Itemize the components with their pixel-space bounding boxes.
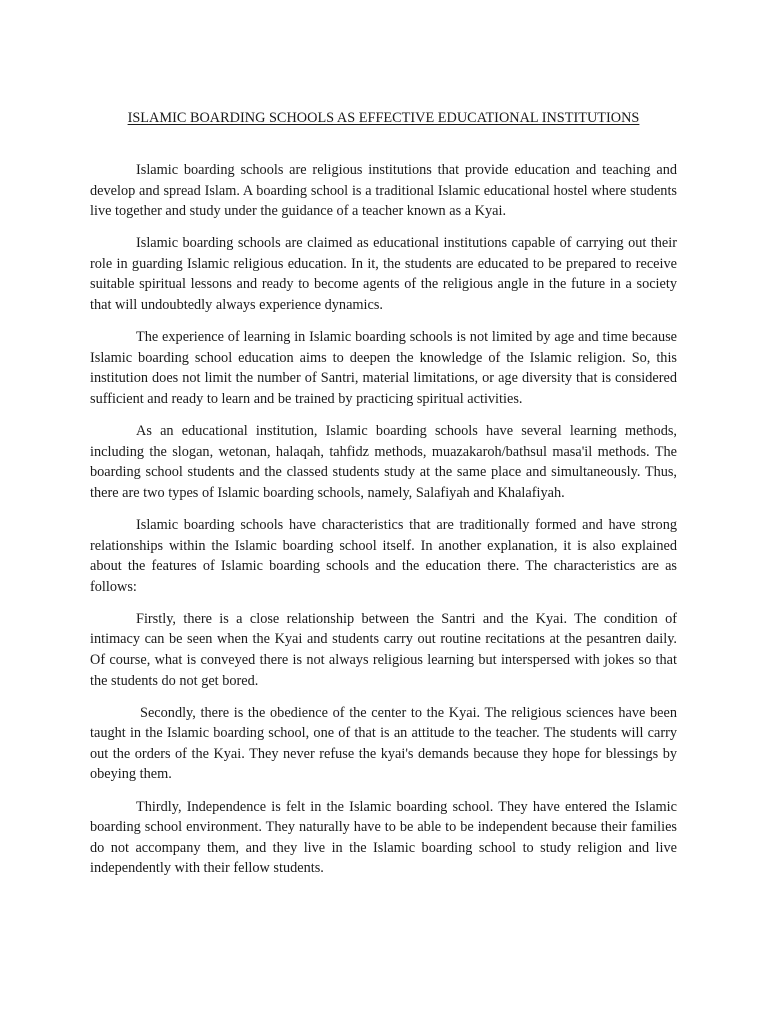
document-page bbox=[90, 110, 677, 890]
document-title: ISLAMIC BOARDING SCHOOLS AS EFFECTIVE EDUCATIONAL INSTITUTIONS bbox=[127, 110, 640, 126]
paragraph-thirdly: Thirdly, Independence is felt in the Islamic boarding school. They have entered the Islamic boarding school environment. They naturally have to be able to be independent because their families do not accompany them, and they live in the Islamic boarding school to study religion and live independently with their fellow students. bbox=[90, 798, 677, 877]
paragraph-secondly: Secondly, there is the obedience of the center to the Kyai. The religious sciences have been taught in the Islamic boarding school, one of that is an attitude to the teacher. The students will carry out the orders of the Kyai. They never refuse the kyai's demands because they hope for blessings by obeying them. bbox=[90, 704, 677, 783]
paragraph-intro: Islamic boarding schools are religious institutions that provide education and teaching and develop and spread Islam. A boarding school is a traditional Islamic educational hostel where students live together and study under the guidance of a teacher known as a Kyai. bbox=[90, 162, 677, 220]
paragraph-firstly: Firstly, there is a close relationship between the Santri and the Kyai. The condition of intimacy can be seen when the Kyai and students carry out routine recitations at the pesantren daily. Of course, what is conveyed there is not always religious learning but interspersed with jokes so that the students do not get bored. bbox=[90, 610, 677, 689]
paragraph-role: Islamic boarding schools are claimed as educational institutions capable of carrying out their role in guarding Islamic religious education. In it, the students are educated to be prepared to receive suitable spiritual lessons and ready to become agents of the religious angle in the future in a society that will undoubtedly always experience dynamics. bbox=[90, 235, 677, 314]
paragraph-learning-methods: As an educational institution, Islamic boarding schools have several learning methods, including the slogan, wetonan, halaqah, tahfidz methods, muazakaroh/bathsul masa'il methods. The boarding school students and the classed students study at the same place and simultaneously. Thus, there are two types of Islamic boarding schools, namely, Salafiyah and Khalafiyah. bbox=[90, 423, 677, 501]
paragraph-characteristics: Islamic boarding schools have characteristics that are traditionally formed and have strong relationships within the Islamic boarding school itself. In another explanation, it is also explained about the features of Islamic boarding schools and the education there. The characteristics are as follows: bbox=[90, 516, 677, 595]
paragraph-learning-experience: The experience of learning in Islamic boarding schools is not limited by age and time because Islamic boarding school education aims to deepen the knowledge of the Islamic religion. So, this institution does not limit the number of Santri, material limitations, or age diversity that is considered sufficient and ready to learn and be trained by practicing spiritual activities. bbox=[90, 329, 677, 407]
